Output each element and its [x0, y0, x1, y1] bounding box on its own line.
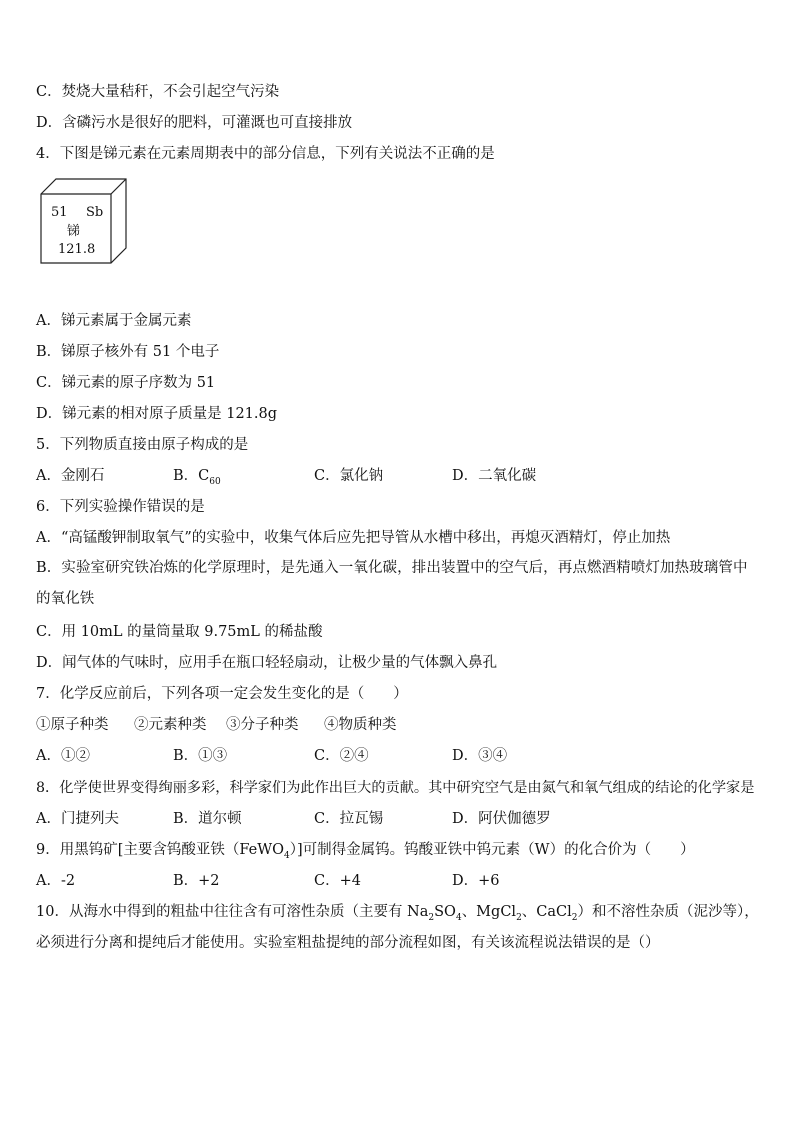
q10-text-2: SO [434, 904, 456, 920]
q9-option-a: A．-2 [36, 873, 76, 889]
q5-stem: 5．下列物质直接由原子构成的是 [36, 437, 249, 453]
q6-option-b: B．实验室研究铁冶炼的化学原理时，是先通入一氧化碳，排出装置中的空气后，再点燃酒精喷灯加热玻璃管中的氧化铁 [36, 560, 748, 607]
q9-stem-part2: ）]可制得金属钨。钨酸亚铁中钨元素（W）的化合价为（ ） [289, 842, 695, 858]
q10-text-1: 10．从海水中得到的粗盐中往往含有可溶性杂质（主要有 Na [36, 904, 429, 920]
q9-option-c: C．+4 [314, 873, 361, 889]
element-symbol: Sb [86, 205, 104, 220]
q5-option-b [173, 466, 221, 486]
q7-option-a: A．①② [36, 748, 90, 764]
q7-stem: 7．化学反应前后，下列各项一定会发生变化的是（ ） [36, 686, 408, 702]
q4-option-a: A．锑元素属于金属元素 [36, 313, 192, 329]
element-atomic-number: 51 [51, 205, 68, 220]
q5-option-d: D．二氧化碳 [452, 468, 537, 484]
element-card-antimony [40, 178, 128, 264]
q5-option-b-subscript: 60 [209, 476, 221, 487]
q10-text-4: 、CaCl [521, 904, 572, 920]
q8-option-b: B．道尔顿 [173, 811, 242, 827]
q7-item-3: ③分子种类 [226, 717, 299, 733]
element-atomic-mass: 121.8 [58, 242, 96, 257]
q8-option-d: D．阿伏伽德罗 [452, 811, 551, 827]
q10-sub-2: 4 [455, 912, 462, 923]
q10-sub-4: 2 [571, 912, 578, 923]
q5-option-a: A．金刚石 [36, 468, 105, 484]
q6-stem: 6．下列实验操作错误的是 [36, 499, 205, 515]
q9-option-b: B．+2 [173, 873, 220, 889]
q4-stem: 4．下图是锑元素在元素周期表中的部分信息，下列有关说法不正确的是 [36, 146, 495, 162]
q7-item-1: ①原子种类 [36, 717, 109, 733]
q10-text-5: ）和不溶性杂质（泥沙等），必须进行分离和提纯后才能使用。实验室粗盐提纯的部分流程如图，有关该流程说法错误的是（） [36, 904, 759, 951]
q4-option-b: B．锑原子核外有 51 个电子 [36, 344, 220, 360]
q4-option-d: D．锑元素的相对原子质量是 121.8g [36, 406, 278, 422]
q10-sub-1: 2 [428, 912, 435, 923]
q10-stem [36, 897, 760, 959]
q5-option-c: C．氯化钠 [314, 468, 384, 484]
q9-stem-part1: 9．用黑钨矿[主要含钨酸亚铁（FeWO [36, 842, 285, 858]
element-name: 锑 [67, 224, 81, 239]
q7-item-2: ②元素种类 [134, 717, 207, 733]
q7-item-4: ④物质种类 [324, 717, 397, 733]
q10-text-3: 、MgCl [461, 904, 517, 920]
q4-option-c: C．锑元素的原子序数为 51 [36, 375, 216, 391]
q6-option-d: D．闻气体的气味时，应用手在瓶口轻轻扇动，让极少量的气体飘入鼻孔 [36, 655, 498, 671]
q9-option-d: D．+6 [452, 873, 500, 889]
q6-option-c: C．用 10mL 的量筒量取 9.75mL 的稀盐酸 [36, 624, 323, 640]
q6-option-a: A．“高锰酸钾制取氧气”的实验中，收集气体后应先把导管从水槽中移出，再熄灭酒精灯，停止加热 [36, 530, 671, 546]
q3-option-d: D．含磷污水是很好的肥料，可灌溉也可直接排放 [36, 115, 353, 131]
q9-stem [36, 840, 695, 860]
q8-option-c: C．拉瓦锡 [314, 811, 384, 827]
q10-sub-3: 2 [516, 912, 522, 923]
q8-stem: 8．化学使世界变得绚丽多彩，科学家们为此作出巨大的贡献。其中研究空气是由氮气和氧气组成的结论的化学家是 [36, 780, 755, 796]
q5-option-b-text: B．C [173, 468, 210, 484]
q9-stem-subscript: 4 [284, 850, 290, 861]
q7-option-b: B．①③ [173, 748, 228, 764]
q3-option-c: C．焚烧大量秸秆，不会引起空气污染 [36, 84, 280, 100]
q7-option-c: C．②④ [314, 748, 369, 764]
q7-option-d: D．③④ [452, 748, 508, 764]
q8-option-a: A．门捷列夫 [36, 811, 119, 827]
